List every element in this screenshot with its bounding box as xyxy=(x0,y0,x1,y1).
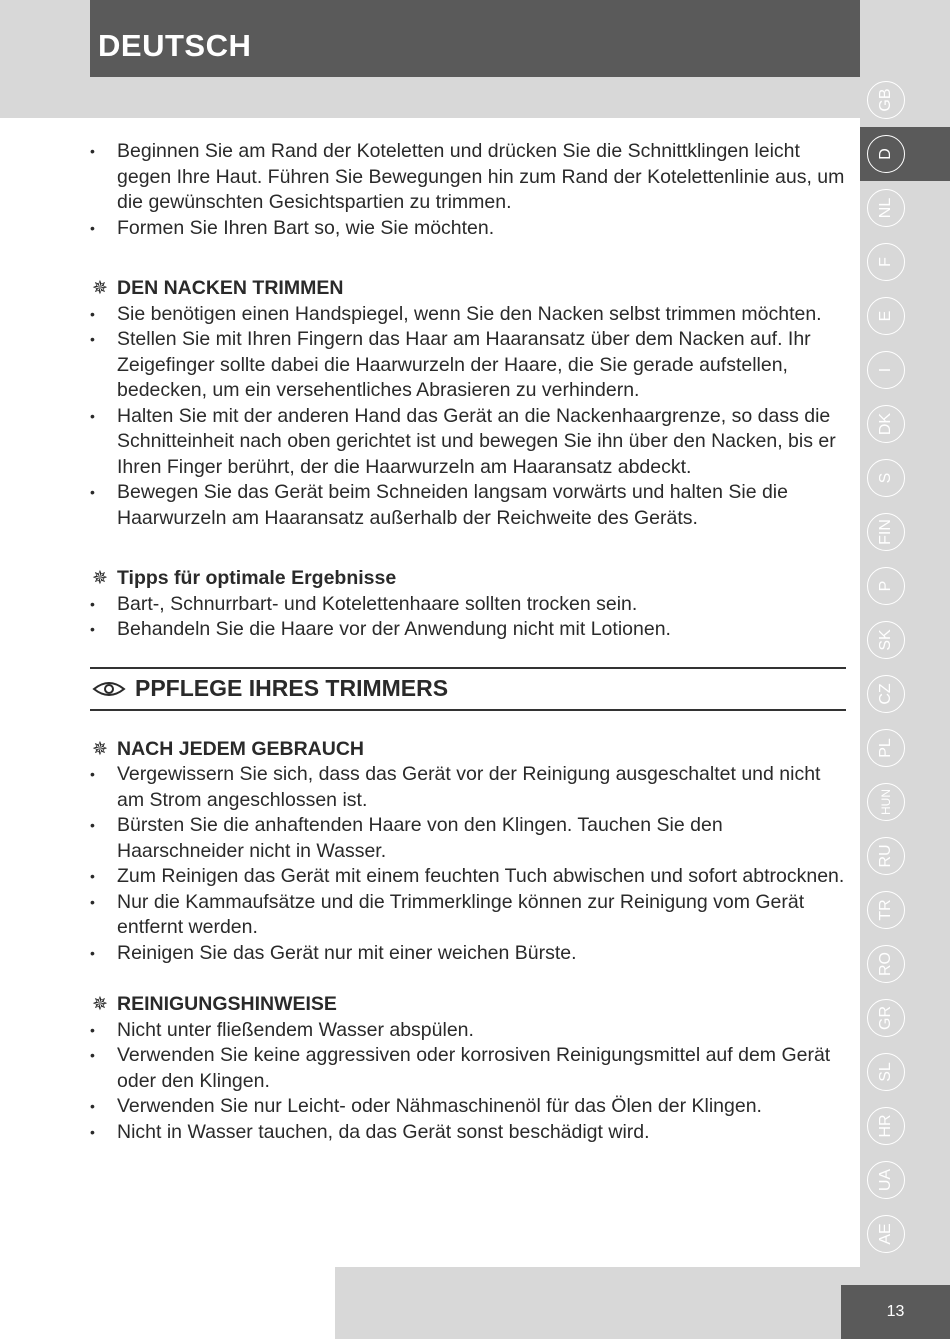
header-bar xyxy=(90,0,860,77)
lang-tab-nl[interactable] xyxy=(860,181,950,235)
lang-badge xyxy=(867,459,905,497)
lang-label: PL xyxy=(877,738,894,758)
lang-label: TR xyxy=(877,899,894,921)
lang-label: GB xyxy=(877,88,894,112)
list-item: • Verwenden Sie nur Leicht- oder Nähmaschinenöl für das Ölen der Klingen. xyxy=(90,1094,846,1120)
lang-tab-p[interactable] xyxy=(860,559,950,613)
lang-tab-gr[interactable] xyxy=(860,991,950,1045)
list-item: • Bürsten Sie die anhaftenden Haare von den Klingen. Tauchen Sie den Haarschneider nicht in Wasser. xyxy=(90,813,846,864)
lang-label: HR xyxy=(877,1114,894,1138)
list-item: • Bewegen Sie das Gerät beim Schneiden langsam vorwärts und halten Sie die Haarwurzeln am Haaransatz außerhalb der Reichweite des Geräts. xyxy=(90,480,846,531)
lang-badge xyxy=(867,567,905,605)
care-section-heading xyxy=(90,667,846,711)
lang-badge xyxy=(867,135,905,173)
lang-tab-gb[interactable] xyxy=(860,73,950,127)
lang-label: SL xyxy=(877,1062,894,1082)
star-icon: ✵ xyxy=(92,994,108,1015)
lang-tab-hun[interactable] xyxy=(860,775,950,829)
lang-tab-f[interactable] xyxy=(860,235,950,289)
after-use-list xyxy=(90,762,846,966)
lang-badge xyxy=(867,999,905,1037)
lang-label: NL xyxy=(877,197,894,219)
list-item: • Stellen Sie mit Ihren Fingern das Haar am Haaransatz über dem Nacken auf. Ihr Zeigefinger sollte dabei die Haarwurzeln der Haare, die Sie gerade aufstellen, bedecken, um ein versehentliches Abrasieren zu verhindern. xyxy=(90,327,846,404)
list-item: • Halten Sie mit der anderen Hand das Gerät an die Nackenhaargrenze, so dass die Schnitteinheit nach oben gerichtet ist und bewegen Sie ihn über den Nacken, bis er Ihren Finger berührt, der die Haarwurzeln am Haaransatz abdeckt. xyxy=(90,404,846,481)
section-title: PPFLEGE IHRES TRIMMERS xyxy=(135,674,449,701)
lang-tab-dk[interactable] xyxy=(860,397,950,451)
lang-label: RO xyxy=(877,952,894,976)
lang-label: SK xyxy=(877,629,894,651)
lang-label: RU xyxy=(877,844,894,868)
main-content xyxy=(90,139,846,1145)
lang-label: AE xyxy=(877,1223,894,1245)
lang-badge xyxy=(867,1215,905,1253)
list-item: • Nicht in Wasser tauchen, da das Gerät sonst beschädigt wird. xyxy=(90,1120,846,1146)
lang-label: E xyxy=(877,310,894,322)
lang-tab-s[interactable] xyxy=(860,451,950,505)
lang-badge xyxy=(867,783,905,821)
lang-badge xyxy=(867,729,905,767)
heading-text: REINIGUNGSHINWEISE xyxy=(117,993,337,1015)
lang-label: HUN xyxy=(879,789,893,815)
lang-label: I xyxy=(877,367,894,373)
heading-text: NACH JEDEM GEBRAUCH xyxy=(117,737,365,760)
intro-list xyxy=(90,139,846,241)
lang-tab-i[interactable] xyxy=(860,343,950,397)
lang-badge xyxy=(867,1107,905,1145)
lang-badge xyxy=(867,1053,905,1091)
lang-tab-pl[interactable] xyxy=(860,721,950,775)
lang-label: D xyxy=(877,148,894,160)
lang-tab-d[interactable] xyxy=(860,127,950,181)
lang-badge xyxy=(867,297,905,335)
lang-badge xyxy=(867,189,905,227)
page-number: 13 xyxy=(886,1303,905,1320)
lang-badge xyxy=(867,513,905,551)
lang-tab-tr[interactable] xyxy=(860,883,950,937)
list-item: • Behandeln Sie die Haare vor der Anwendung nicht mit Lotionen. xyxy=(90,617,846,643)
lang-label: P xyxy=(877,580,894,592)
cleaning-heading xyxy=(90,992,846,1018)
lang-tab-hr[interactable] xyxy=(860,1099,950,1153)
lang-badge xyxy=(867,81,905,119)
lang-badge xyxy=(867,405,905,443)
page-title: DEUTSCH xyxy=(98,28,252,63)
lang-label: DK xyxy=(877,412,894,436)
eye-icon xyxy=(92,680,126,698)
list-item: • Formen Sie Ihren Bart so, wie Sie möchten. xyxy=(90,216,846,242)
lang-tab-fin[interactable] xyxy=(860,505,950,559)
after-use-heading xyxy=(90,737,846,763)
language-sidebar xyxy=(860,88,950,1285)
lang-badge xyxy=(867,243,905,281)
list-item: • Reinigen Sie das Gerät nur mit einer weichen Bürste. xyxy=(90,941,846,967)
star-icon: ✵ xyxy=(92,738,108,760)
lang-tab-e[interactable] xyxy=(860,289,950,343)
lang-badge xyxy=(867,945,905,983)
list-item: • Zum Reinigen das Gerät mit einem feuchten Tuch abwischen und sofort abtrocknen. xyxy=(90,864,846,890)
lang-tab-ua[interactable] xyxy=(860,1153,950,1207)
heading-text: Tipps für optimale Ergebnisse xyxy=(117,567,397,589)
star-icon: ✵ xyxy=(92,568,108,589)
cleaning-list xyxy=(90,1018,846,1146)
lang-badge xyxy=(867,351,905,389)
lang-tab-sl[interactable] xyxy=(860,1045,950,1099)
list-item: • Nur die Kammaufsätze und die Trimmerklinge können zur Reinigung vom Gerät entfernt werden. xyxy=(90,890,846,941)
page-number-box xyxy=(841,1285,950,1339)
list-item: • Verwenden Sie keine aggressiven oder korrosiven Reinigungsmittel auf dem Gerät oder den Klingen. xyxy=(90,1043,846,1094)
list-item: • Vergewissern Sie sich, dass das Gerät vor der Reinigung ausgeschaltet und nicht am Strom angeschlossen ist. xyxy=(90,762,846,813)
lang-tab-ru[interactable] xyxy=(860,829,950,883)
lang-label: FIN xyxy=(877,519,894,545)
list-item: • Nicht unter fließendem Wasser abspülen. xyxy=(90,1018,846,1044)
lang-tab-ro[interactable] xyxy=(860,937,950,991)
lang-tab-ae[interactable] xyxy=(860,1207,950,1261)
lang-badge xyxy=(867,837,905,875)
lang-tab-cz[interactable] xyxy=(860,667,950,721)
lang-label: F xyxy=(877,257,894,267)
lang-label: CZ xyxy=(877,683,894,705)
lang-badge xyxy=(867,891,905,929)
list-item: • Sie benötigen einen Handspiegel, wenn Sie den Nacken selbst trimmen möchten. xyxy=(90,302,846,328)
list-item: • Beginnen Sie am Rand der Koteletten und drücken Sie die Schnittklingen leicht gegen Ihre Haut. Führen Sie Bewegungen hin zum Rand der Kotelettenlinie aus, um die gewünschten Gesichtspartien zu trimmen. xyxy=(90,139,846,216)
lang-label: S xyxy=(877,472,894,484)
tips-heading xyxy=(90,566,846,592)
tips-list xyxy=(90,592,846,643)
neck-heading xyxy=(90,276,846,302)
lang-badge xyxy=(867,675,905,713)
heading-text: DEN NACKEN TRIMMEN xyxy=(117,277,344,299)
neck-list xyxy=(90,302,846,532)
star-icon: ✵ xyxy=(92,278,108,299)
list-item: • Bart-, Schnurrbart- und Kotelettenhaare sollten trocken sein. xyxy=(90,592,846,618)
lang-badge xyxy=(867,621,905,659)
lang-label: GR xyxy=(877,1006,894,1030)
lang-label: UA xyxy=(877,1168,894,1192)
lang-badge xyxy=(867,1161,905,1199)
lang-tab-sk[interactable] xyxy=(860,613,950,667)
